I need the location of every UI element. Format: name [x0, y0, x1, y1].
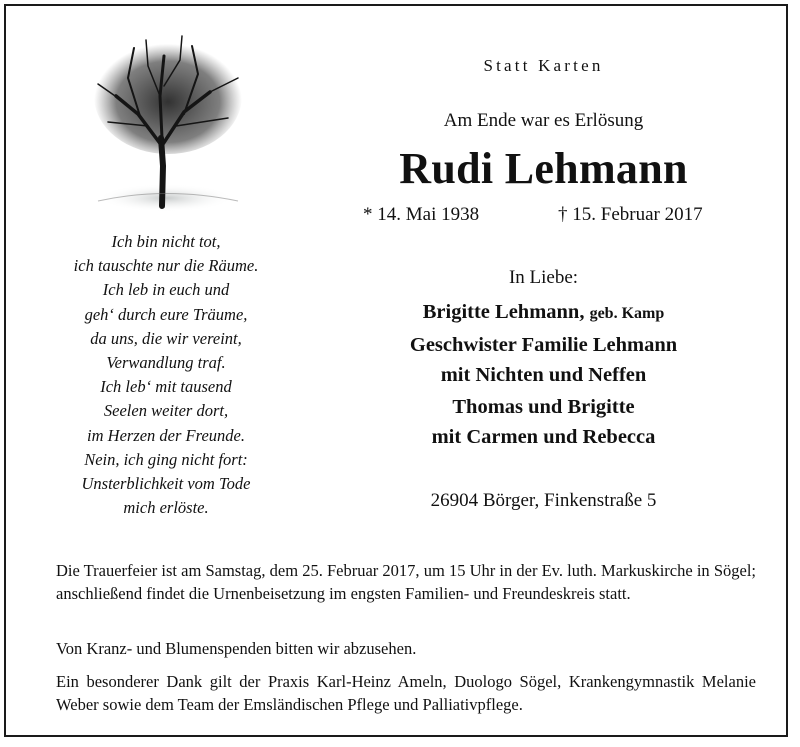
poem-line: da uns, die wir vereint,	[90, 328, 242, 348]
poem-line: ich tauschte nur die Räume.	[73, 256, 259, 276]
intro-line: Am Ende war es Erlösung	[443, 110, 644, 131]
poem-line: Seelen weiter dort,	[103, 401, 229, 421]
mourner-family	[306, 392, 781, 452]
mourner-line: mit Carmen und Rebecca	[431, 426, 656, 448]
thanks-notice: Ein besonderer Dank gilt der Praxis Karl-Heinz Ameln, Duologo Sögel, Krankengymnastik Melanie Weber sowie dem Team der Emsländischen Pflege und Palliativpflege.	[56, 672, 756, 714]
poem-line: geh‘ durch eure Träume,	[84, 304, 248, 324]
poem-line: Ich leb in euch und	[102, 280, 230, 300]
poem-line: im Herzen der Freunde.	[87, 425, 245, 445]
tree-icon	[88, 26, 248, 216]
notice-frame	[4, 4, 788, 737]
mourner-line: Geschwister Familie Lehmann	[409, 334, 678, 356]
statt-karten: Statt Karten	[483, 56, 604, 75]
poem-line: Unsterblichkeit vom Tode	[81, 474, 251, 494]
death-date: † 15. Februar 2017	[558, 204, 703, 225]
address: 26904 Börger, Finkenstraße 5	[430, 490, 657, 511]
funeral-notice: Die Trauerfeier ist am Samstag, dem 25. Februar 2017, um 15 Uhr in der Ev. luth. Markuskirche in Sögel; anschließend findet die Urnenbeisetzung im engsten Familien- und Freundeskreis statt.	[56, 561, 756, 603]
poem-line: Ich leb‘ mit tausend	[100, 377, 232, 397]
poem-line: Nein, ich ging nicht fort:	[84, 449, 248, 469]
poem-line: mich erlöste.	[123, 498, 209, 518]
birth-date: * 14. Mai 1938	[363, 204, 480, 225]
mourner-line: Thomas und Brigitte	[452, 396, 635, 418]
poem	[46, 230, 286, 520]
deceased-name: Rudi Lehmann	[399, 144, 688, 193]
mourner-siblings	[306, 330, 781, 390]
in-liebe: In Liebe:	[508, 267, 579, 288]
poem-line: Ich bin nicht tot,	[111, 232, 221, 251]
flowers-notice: Von Kranz- und Blumenspenden bitten wir abzusehen.	[56, 639, 417, 658]
mourner-line: mit Nichten und Neffen	[440, 364, 647, 386]
spouse-maiden-name: geb. Kamp	[589, 305, 665, 322]
mourner-spouse	[306, 297, 781, 329]
spouse-name: Brigitte Lehmann,	[422, 301, 585, 323]
poem-line: Verwandlung traf.	[106, 353, 226, 373]
